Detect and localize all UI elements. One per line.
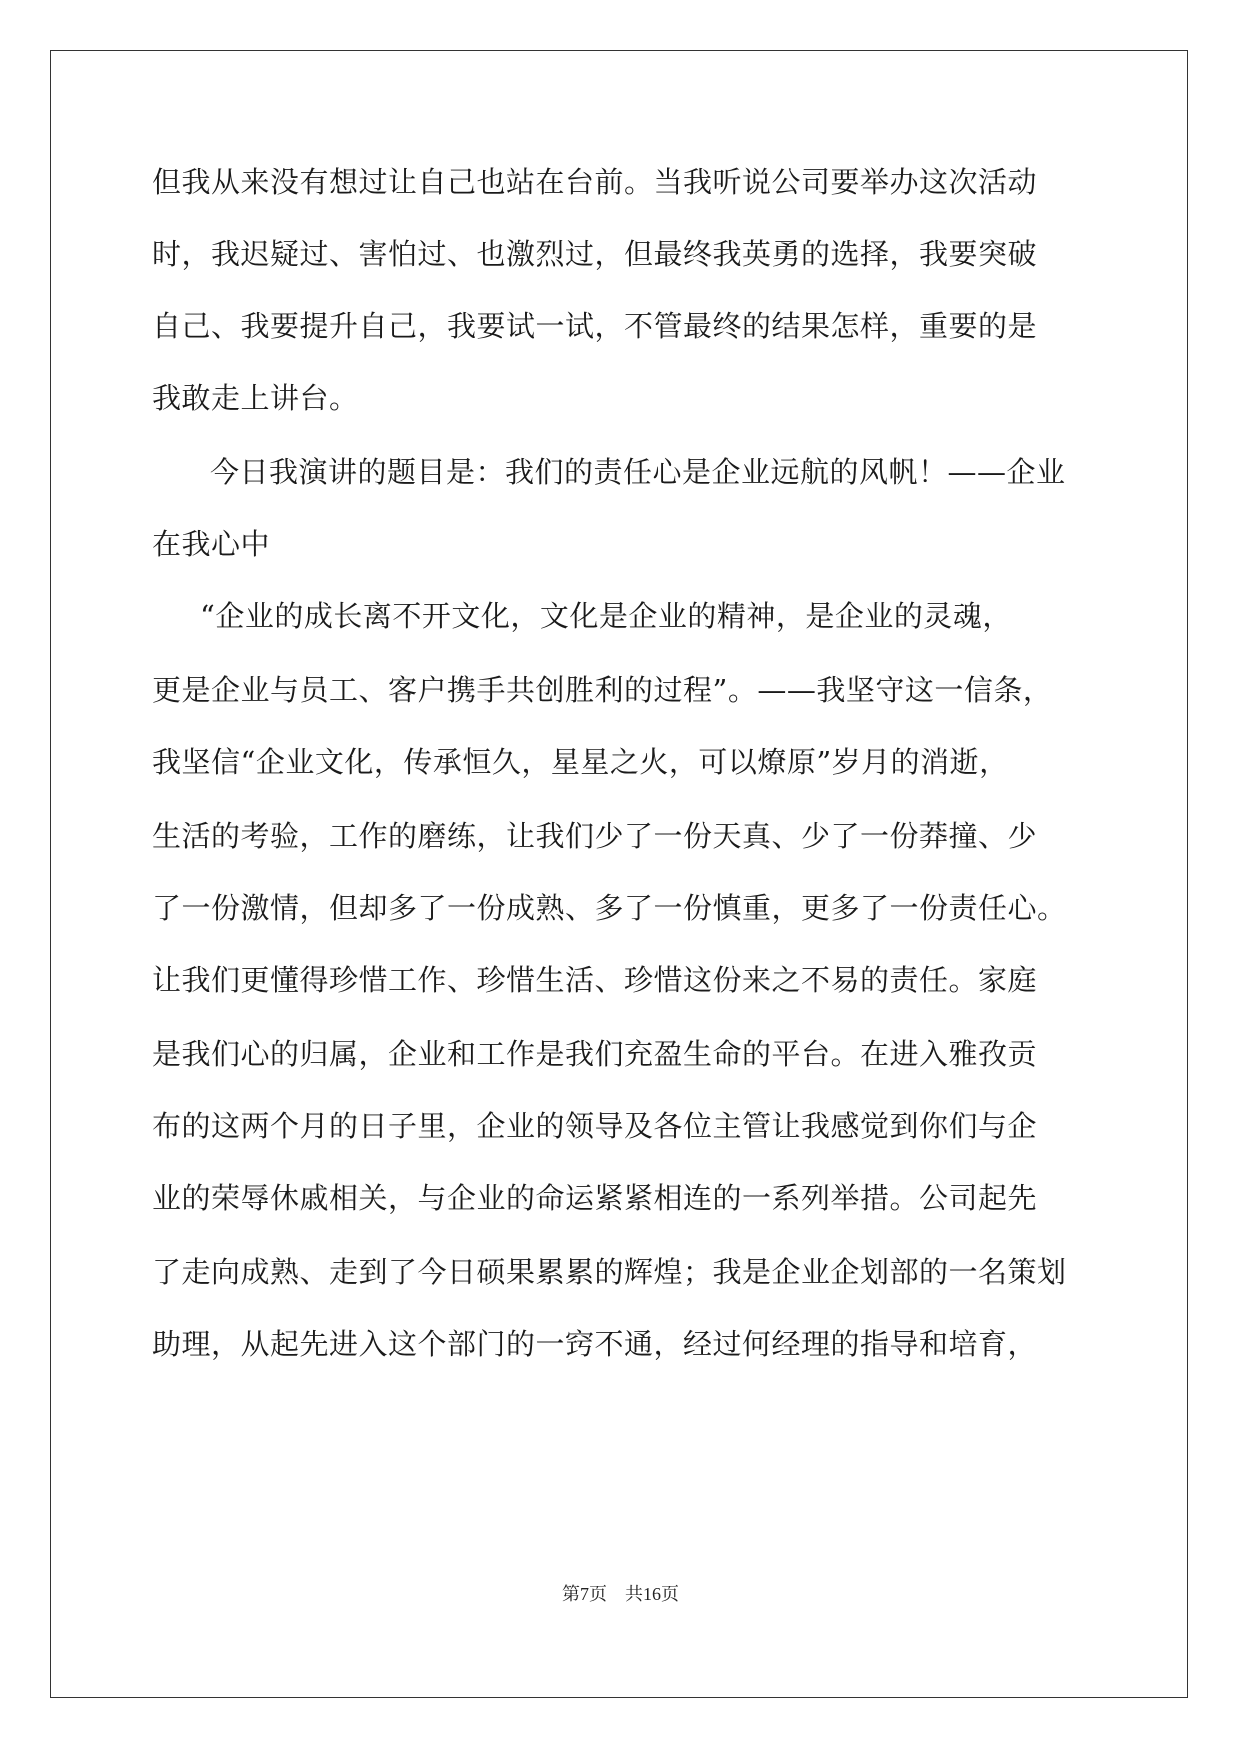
text-line: 是我们心的归属，企业和工作是我们充盈生命的平台。在进入雅孜贡: [152, 1037, 1038, 1071]
paragraph-first-line: 今日我演讲的题目是：我们的责任心是企业远航的风帆！——企业: [210, 455, 1066, 489]
text-line: 我敢走上讲台。: [152, 381, 359, 415]
text-line: 布的这两个月的日子里，企业的领导及各位主管让我感觉到你们与企: [152, 1109, 1038, 1143]
page-footer: [0, 1580, 1241, 1606]
page-total: 共16页: [625, 1584, 679, 1604]
text-line: 了走向成熟、走到了今日硕果累累的辉煌；我是企业企划部的一名策划: [152, 1255, 1067, 1289]
page-border: [50, 50, 1188, 1698]
text-line: 在我心中: [152, 527, 271, 561]
text-line: 让我们更懂得珍惜工作、珍惜生活、珍惜这份来之不易的责任。家庭: [152, 963, 1038, 997]
text-line: 我坚信“企业文化，传承恒久，星星之火，可以燎原”岁月的消逝，: [152, 745, 1009, 779]
text-line: 但我从来没有想过让自己也站在台前。当我听说公司要举办这次活动: [152, 165, 1038, 199]
text-line: 了一份激情，但却多了一份成熟、多了一份慎重，更多了一份责任心。: [152, 891, 1067, 925]
text-line: 自己、我要提升自己，我要试一试，不管最终的结果怎样，重要的是: [152, 309, 1038, 343]
text-line: 时，我迟疑过、害怕过、也激烈过，但最终我英勇的选择，我要突破: [152, 237, 1038, 271]
page-number: 第7页: [562, 1584, 607, 1604]
text-line: 业的荣辱休戚相关，与企业的命运紧紧相连的一系列举措。公司起先: [152, 1181, 1038, 1215]
text-line: 更是企业与员工、客户携手共创胜利的过程”。——我坚守这一信条，: [152, 673, 1053, 707]
text-line: 生活的考验，工作的磨练，让我们少了一份天真、少了一份莽撞、少: [152, 819, 1038, 853]
text-line: 助理，从起先进入这个部门的一窍不通，经过何经理的指导和培育，: [152, 1327, 1038, 1361]
paragraph-first-line: “企业的成长离不开文化，文化是企业的精神，是企业的灵魂，: [200, 599, 1012, 633]
